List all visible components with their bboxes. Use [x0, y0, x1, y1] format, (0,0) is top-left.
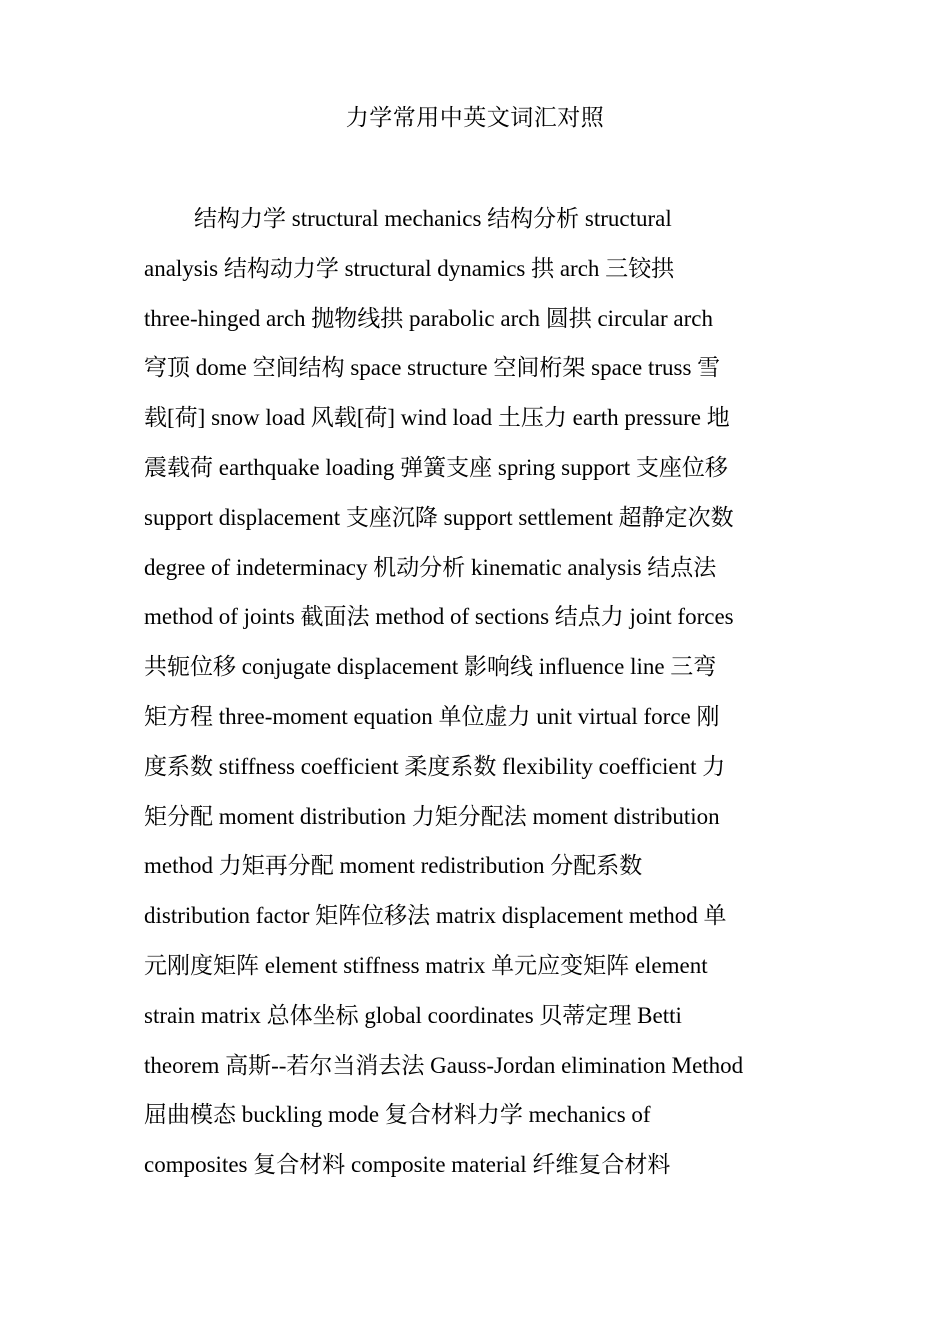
document-title: 力学常用中英文词汇对照 — [345, 105, 605, 130]
body-line: method 力矩再分配 moment redistribution 分配系数 — [144, 853, 643, 879]
body-line: 屈曲模态 buckling mode 复合材料力学 mechanics of — [144, 1102, 651, 1128]
body-line: 矩方程 three-moment equation 单位虚力 unit virtual force 刚 — [144, 703, 720, 729]
body-line: 结构力学 structural mechanics 结构分析 structural — [194, 206, 672, 231]
body-line: 矩分配 moment distribution 力矩分配法 moment distribution — [144, 803, 720, 829]
body-line: composites 复合材料 composite material 纤维复合材料 — [144, 1152, 671, 1178]
body-line: 共轭位移 conjugate displacement 影响线 influence line 三弯 — [144, 654, 717, 680]
document-body — [144, 194, 806, 1190]
body-line: 度系数 stiffness coefficient 柔度系数 flexibility coefficient 力 — [144, 753, 726, 779]
body-line: 载[荷] snow load 风载[荷] wind load 土压力 earth pressure 地 — [144, 405, 730, 431]
body-line: degree of indeterminacy 机动分析 kinematic analysis 结点法 — [144, 554, 717, 580]
body-line: distribution factor 矩阵位移法 matrix displacement method 单 — [144, 903, 727, 929]
body-line: strain matrix 总体坐标 global coordinates 贝蒂定理 Betti — [144, 1002, 682, 1028]
body-line: 震载荷 earthquake loading 弹簧支座 spring support 支座位移 — [144, 454, 728, 480]
body-line: analysis 结构动力学 structural dynamics 拱 arch 三铰拱 — [144, 255, 675, 281]
body-line: method of joints 截面法 method of sections 结点力 joint forces — [144, 604, 734, 630]
body-line: 元刚度矩阵 element stiffness matrix 单元应变矩阵 element — [144, 952, 708, 978]
body-line: three-hinged arch 抛物线拱 parabolic arch 圆拱 circular arch — [144, 305, 713, 331]
body-line: theorem 高斯--若尔当消去法 Gauss-Jordan elimination Method — [144, 1052, 744, 1078]
body-line: support displacement 支座沉降 support settlement 超静定次数 — [144, 504, 734, 530]
body-line: 穹顶 dome 空间结构 space structure 空间桁架 space truss 雪 — [144, 355, 721, 381]
